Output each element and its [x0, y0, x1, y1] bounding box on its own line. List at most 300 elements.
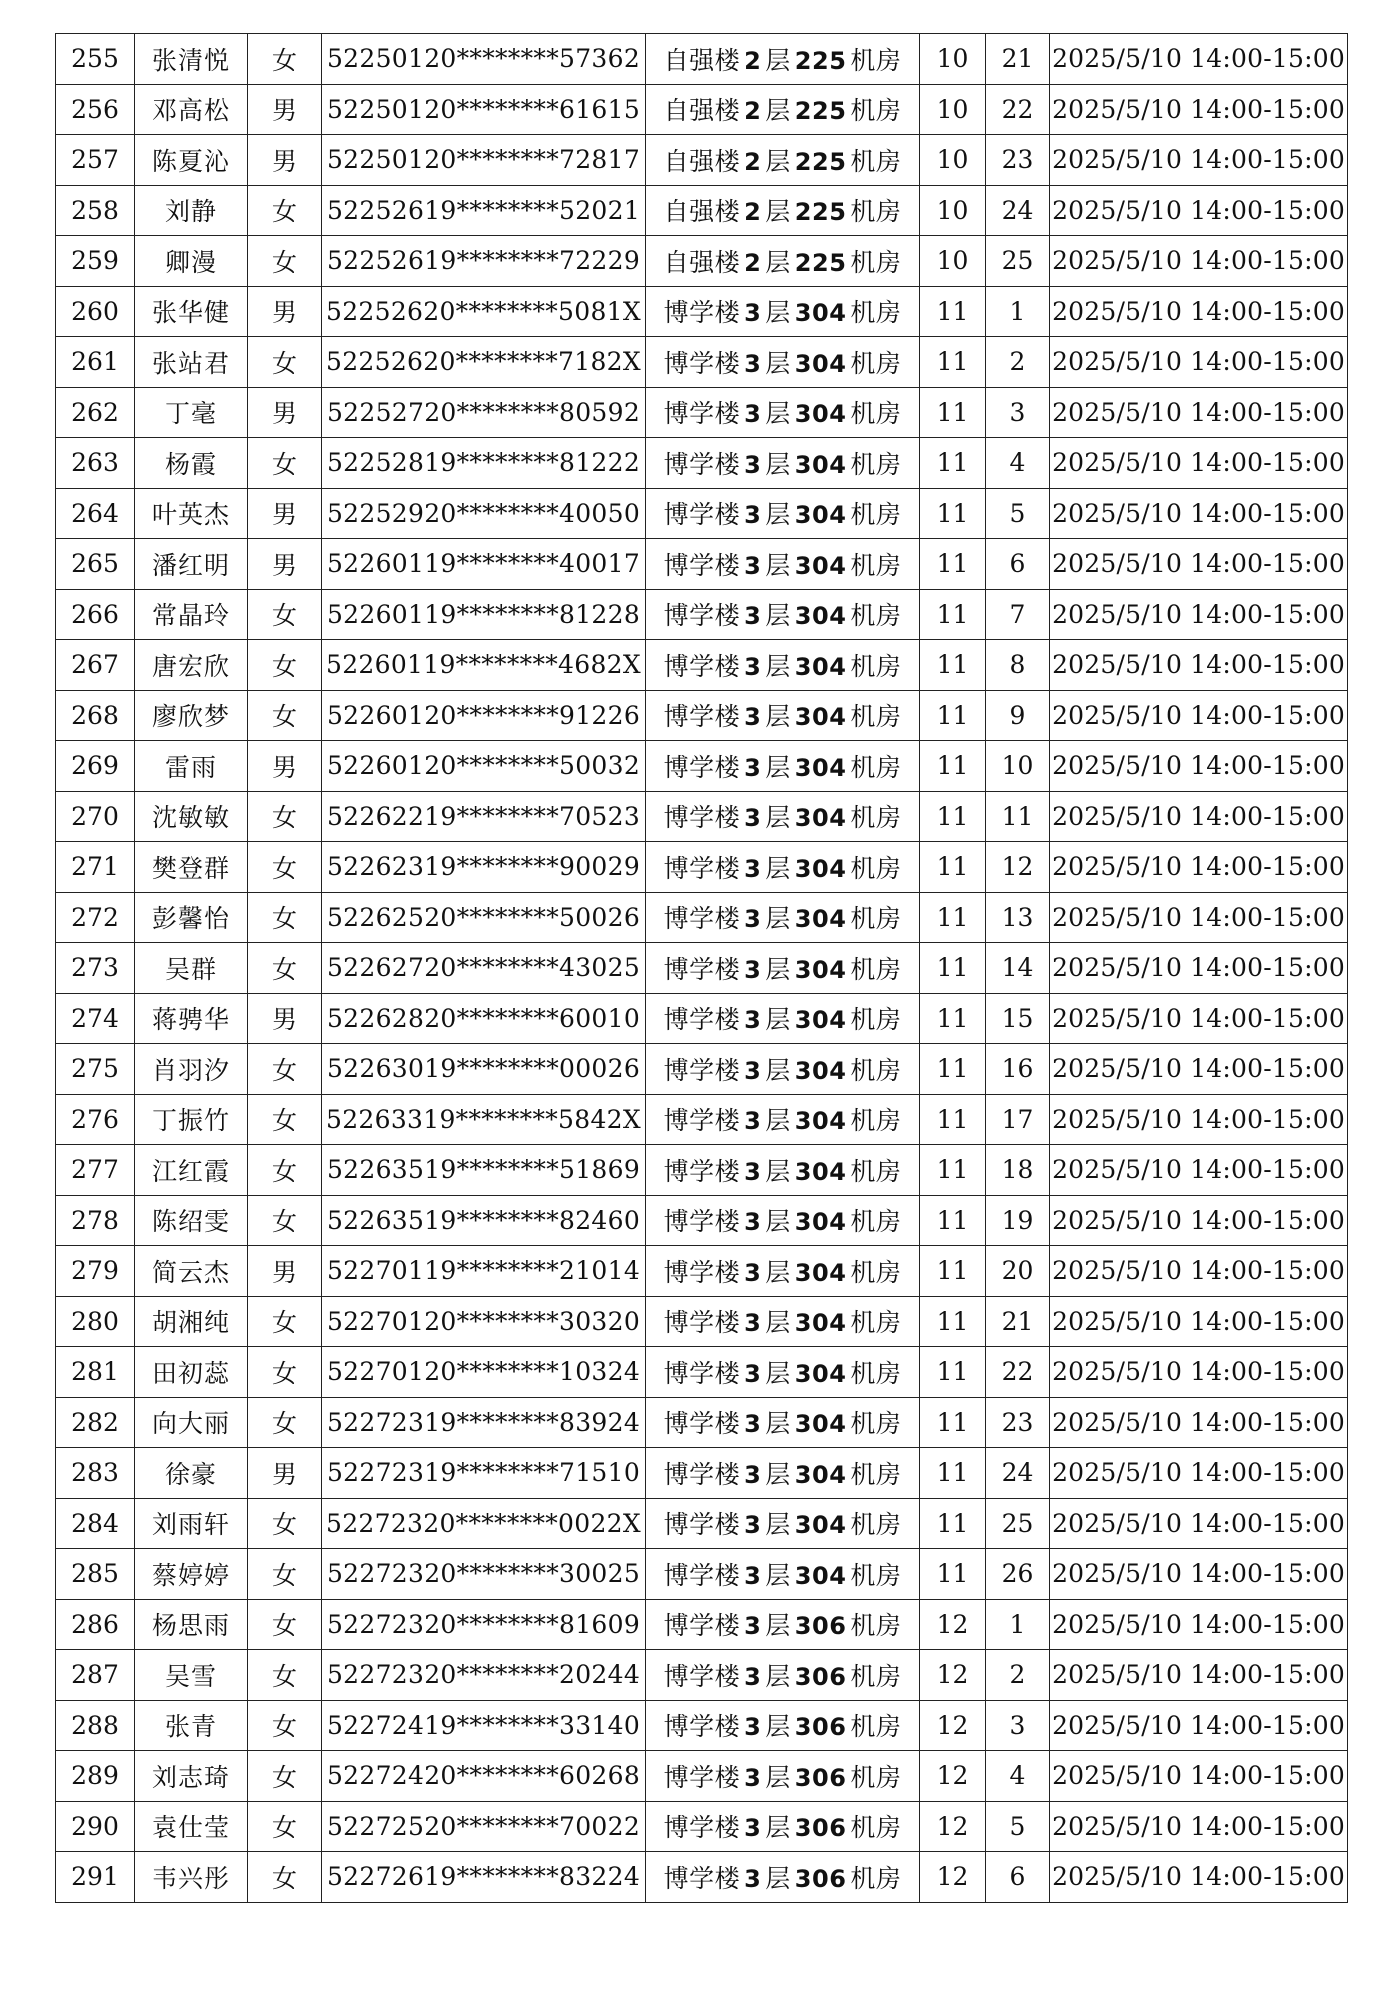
- row-number: 266: [56, 589, 135, 640]
- candidate-id-number: 52252920********40050: [322, 488, 646, 539]
- row-number: 280: [56, 1296, 135, 1347]
- candidate-gender: 女: [248, 1296, 322, 1347]
- exam-time: 2025/5/10 14:00-15:00: [1050, 1599, 1348, 1650]
- floor-unit: 层: [765, 1409, 791, 1439]
- exam-location: [646, 1498, 920, 1549]
- candidate-id-number: 52270120********30320: [322, 1296, 646, 1347]
- candidate-gender: 女: [248, 842, 322, 893]
- room-number: 304: [794, 400, 847, 429]
- seat-number: 4: [986, 1751, 1050, 1802]
- building-name: 博学楼: [663, 752, 741, 782]
- exam-time: 2025/5/10 14:00-15:00: [1050, 135, 1348, 186]
- room-suffix: 机房: [850, 1510, 902, 1540]
- exam-time: 2025/5/10 14:00-15:00: [1050, 488, 1348, 539]
- row-number: 265: [56, 539, 135, 590]
- building-name: 博学楼: [663, 550, 741, 580]
- room-suffix: 机房: [850, 1055, 902, 1085]
- candidate-id-number: 52263019********00026: [322, 1044, 646, 1095]
- floor-number: 2: [744, 147, 762, 176]
- candidate-name: 刘志琦: [135, 1751, 248, 1802]
- exam-location: [646, 135, 920, 186]
- exam-location: [646, 539, 920, 590]
- candidate-gender: 女: [248, 1347, 322, 1398]
- candidate-id-number: 52260120********91226: [322, 690, 646, 741]
- exam-room-number: 12: [920, 1599, 986, 1650]
- building-name: 博学楼: [663, 1308, 741, 1338]
- candidate-id-number: 52262720********43025: [322, 943, 646, 994]
- candidate-id-number: 52250120********72817: [322, 135, 646, 186]
- room-number: 304: [794, 652, 847, 681]
- candidate-name: 唐宏欣: [135, 640, 248, 691]
- seat-number: 13: [986, 892, 1050, 943]
- room-number: 304: [794, 1208, 847, 1237]
- candidate-gender: 男: [248, 741, 322, 792]
- candidate-gender: 女: [248, 1751, 322, 1802]
- candidate-name: 丁毫: [135, 387, 248, 438]
- row-number: 289: [56, 1751, 135, 1802]
- candidate-name: 肖羽汐: [135, 1044, 248, 1095]
- row-number: 279: [56, 1246, 135, 1297]
- table-row: [56, 1498, 1348, 1549]
- room-number: 225: [794, 198, 847, 227]
- floor-unit: 层: [765, 197, 791, 227]
- exam-time: 2025/5/10 14:00-15:00: [1050, 741, 1348, 792]
- candidate-id-number: 52263519********51869: [322, 1145, 646, 1196]
- row-number: 274: [56, 993, 135, 1044]
- floor-number: 3: [744, 703, 762, 732]
- room-suffix: 机房: [850, 197, 902, 227]
- exam-location: [646, 34, 920, 85]
- seat-number: 4: [986, 438, 1050, 489]
- candidate-name: 吴群: [135, 943, 248, 994]
- table-row: [56, 236, 1348, 287]
- exam-location: [646, 842, 920, 893]
- exam-time: 2025/5/10 14:00-15:00: [1050, 1397, 1348, 1448]
- table-row: [56, 1751, 1348, 1802]
- floor-unit: 层: [765, 1712, 791, 1742]
- room-number: 304: [794, 551, 847, 580]
- candidate-name: 蔡婷婷: [135, 1549, 248, 1600]
- exam-time: 2025/5/10 14:00-15:00: [1050, 1498, 1348, 1549]
- building-name: 博学楼: [663, 702, 741, 732]
- table-row: [56, 1801, 1348, 1852]
- table-row: [56, 135, 1348, 186]
- exam-location: [646, 1852, 920, 1903]
- exam-location: [646, 1751, 920, 1802]
- seat-number: 10: [986, 741, 1050, 792]
- exam-room-number: 11: [920, 690, 986, 741]
- candidate-gender: 女: [248, 1498, 322, 1549]
- table-row: [56, 488, 1348, 539]
- seat-number: 17: [986, 1094, 1050, 1145]
- seat-number: 15: [986, 993, 1050, 1044]
- floor-number: 3: [744, 299, 762, 328]
- candidate-gender: 女: [248, 185, 322, 236]
- exam-time: 2025/5/10 14:00-15:00: [1050, 589, 1348, 640]
- floor-unit: 层: [765, 1459, 791, 1489]
- room-number: 304: [794, 1157, 847, 1186]
- room-suffix: 机房: [850, 1611, 902, 1641]
- candidate-gender: 女: [248, 892, 322, 943]
- room-suffix: 机房: [850, 954, 902, 984]
- candidate-gender: 男: [248, 135, 322, 186]
- row-number: 258: [56, 185, 135, 236]
- exam-time: 2025/5/10 14:00-15:00: [1050, 1195, 1348, 1246]
- seat-number: 24: [986, 185, 1050, 236]
- room-suffix: 机房: [850, 399, 902, 429]
- candidate-id-number: 52272320********20244: [322, 1650, 646, 1701]
- exam-room-number: 11: [920, 1195, 986, 1246]
- building-name: 博学楼: [663, 1661, 741, 1691]
- exam-location: [646, 337, 920, 388]
- row-number: 286: [56, 1599, 135, 1650]
- building-name: 博学楼: [663, 298, 741, 328]
- seat-number: 24: [986, 1448, 1050, 1499]
- exam-room-number: 11: [920, 488, 986, 539]
- exam-time: 2025/5/10 14:00-15:00: [1050, 1650, 1348, 1701]
- building-name: 博学楼: [663, 601, 741, 631]
- candidate-gender: 女: [248, 640, 322, 691]
- room-number: 304: [794, 501, 847, 530]
- floor-number: 3: [744, 450, 762, 479]
- exam-time: 2025/5/10 14:00-15:00: [1050, 791, 1348, 842]
- table-row: [56, 1145, 1348, 1196]
- exam-room-number: 11: [920, 993, 986, 1044]
- exam-time: 2025/5/10 14:00-15:00: [1050, 842, 1348, 893]
- floor-unit: 层: [765, 1308, 791, 1338]
- candidate-name: 刘雨轩: [135, 1498, 248, 1549]
- seat-number: 2: [986, 1650, 1050, 1701]
- candidate-gender: 女: [248, 1801, 322, 1852]
- seat-number: 5: [986, 488, 1050, 539]
- row-number: 259: [56, 236, 135, 287]
- row-number: 260: [56, 286, 135, 337]
- candidate-id-number: 52252619********52021: [322, 185, 646, 236]
- exam-room-number: 11: [920, 943, 986, 994]
- exam-location: [646, 943, 920, 994]
- exam-location: [646, 589, 920, 640]
- exam-location: [646, 741, 920, 792]
- exam-time: 2025/5/10 14:00-15:00: [1050, 34, 1348, 85]
- seat-number: 21: [986, 1296, 1050, 1347]
- row-number: 291: [56, 1852, 135, 1903]
- floor-number: 3: [744, 854, 762, 883]
- exam-time: 2025/5/10 14:00-15:00: [1050, 337, 1348, 388]
- room-suffix: 机房: [850, 1308, 902, 1338]
- exam-location: [646, 1044, 920, 1095]
- room-number: 304: [794, 299, 847, 328]
- row-number: 255: [56, 34, 135, 85]
- floor-number: 3: [744, 652, 762, 681]
- row-number: 257: [56, 135, 135, 186]
- candidate-id-number: 52260119********40017: [322, 539, 646, 590]
- exam-room-number: 11: [920, 387, 986, 438]
- room-number: 304: [794, 804, 847, 833]
- table-row: [56, 1044, 1348, 1095]
- room-suffix: 机房: [850, 45, 902, 75]
- floor-unit: 层: [765, 1358, 791, 1388]
- candidate-id-number: 52260119********4682X: [322, 640, 646, 691]
- row-number: 288: [56, 1700, 135, 1751]
- floor-unit: 层: [765, 601, 791, 631]
- room-suffix: 机房: [850, 298, 902, 328]
- exam-time: 2025/5/10 14:00-15:00: [1050, 1246, 1348, 1297]
- exam-location: [646, 1599, 920, 1650]
- seat-number: 5: [986, 1801, 1050, 1852]
- table-row: [56, 690, 1348, 741]
- floor-number: 3: [744, 1157, 762, 1186]
- row-number: 287: [56, 1650, 135, 1701]
- candidate-gender: 男: [248, 539, 322, 590]
- candidate-gender: 女: [248, 589, 322, 640]
- exam-time: 2025/5/10 14:00-15:00: [1050, 1296, 1348, 1347]
- candidate-name: 丁振竹: [135, 1094, 248, 1145]
- building-name: 博学楼: [663, 1712, 741, 1742]
- room-suffix: 机房: [850, 1712, 902, 1742]
- room-number: 304: [794, 703, 847, 732]
- floor-number: 3: [744, 1864, 762, 1893]
- table-row: [56, 1296, 1348, 1347]
- floor-unit: 层: [765, 1207, 791, 1237]
- candidate-gender: 男: [248, 387, 322, 438]
- candidate-id-number: 52272320********0022X: [322, 1498, 646, 1549]
- room-number: 306: [794, 1713, 847, 1742]
- exam-room-number: 11: [920, 337, 986, 388]
- room-number: 304: [794, 905, 847, 934]
- candidate-name: 樊登群: [135, 842, 248, 893]
- row-number: 264: [56, 488, 135, 539]
- candidate-gender: 女: [248, 1650, 322, 1701]
- table-row: [56, 741, 1348, 792]
- row-number: 270: [56, 791, 135, 842]
- exam-time: 2025/5/10 14:00-15:00: [1050, 387, 1348, 438]
- seat-number: 3: [986, 1700, 1050, 1751]
- floor-unit: 层: [765, 1106, 791, 1136]
- candidate-name: 田初蕊: [135, 1347, 248, 1398]
- exam-location: [646, 1549, 920, 1600]
- floor-number: 3: [744, 1309, 762, 1338]
- table-row: [56, 1246, 1348, 1297]
- floor-number: 3: [744, 1713, 762, 1742]
- table-row: [56, 539, 1348, 590]
- floor-number: 3: [744, 1612, 762, 1641]
- building-name: 博学楼: [663, 1409, 741, 1439]
- room-suffix: 机房: [850, 1409, 902, 1439]
- floor-unit: 层: [765, 298, 791, 328]
- exam-room-number: 11: [920, 1347, 986, 1398]
- seat-number: 2: [986, 337, 1050, 388]
- exam-time: 2025/5/10 14:00-15:00: [1050, 1094, 1348, 1145]
- candidate-name: 胡湘纯: [135, 1296, 248, 1347]
- row-number: 285: [56, 1549, 135, 1600]
- exam-room-number: 11: [920, 791, 986, 842]
- exam-location: [646, 438, 920, 489]
- seat-number: 19: [986, 1195, 1050, 1246]
- table-row: [56, 842, 1348, 893]
- room-number: 304: [794, 1056, 847, 1085]
- exam-room-number: 12: [920, 1801, 986, 1852]
- room-suffix: 机房: [850, 1459, 902, 1489]
- floor-number: 3: [744, 955, 762, 984]
- room-number: 304: [794, 1410, 847, 1439]
- building-name: 博学楼: [663, 1156, 741, 1186]
- exam-room-number: 12: [920, 1852, 986, 1903]
- seat-number: 21: [986, 34, 1050, 85]
- candidate-name: 江红霞: [135, 1145, 248, 1196]
- table-row: [56, 791, 1348, 842]
- candidate-id-number: 52263519********82460: [322, 1195, 646, 1246]
- candidate-name: 袁仕莹: [135, 1801, 248, 1852]
- row-number: 283: [56, 1448, 135, 1499]
- seat-number: 20: [986, 1246, 1050, 1297]
- candidate-id-number: 52262820********60010: [322, 993, 646, 1044]
- exam-room-number: 11: [920, 640, 986, 691]
- room-suffix: 机房: [850, 752, 902, 782]
- exam-time: 2025/5/10 14:00-15:00: [1050, 1145, 1348, 1196]
- exam-time: 2025/5/10 14:00-15:00: [1050, 993, 1348, 1044]
- table-row: [56, 640, 1348, 691]
- exam-time: 2025/5/10 14:00-15:00: [1050, 185, 1348, 236]
- exam-room-number: 11: [920, 1397, 986, 1448]
- table-row: [56, 1397, 1348, 1448]
- row-number: 281: [56, 1347, 135, 1398]
- candidate-name: 张青: [135, 1700, 248, 1751]
- seat-number: 23: [986, 1397, 1050, 1448]
- exam-room-number: 11: [920, 1246, 986, 1297]
- floor-number: 3: [744, 400, 762, 429]
- room-number: 306: [794, 1662, 847, 1691]
- seat-number: 25: [986, 236, 1050, 287]
- exam-room-number: 11: [920, 1094, 986, 1145]
- floor-unit: 层: [765, 904, 791, 934]
- floor-unit: 层: [765, 449, 791, 479]
- exam-room-number: 11: [920, 1145, 986, 1196]
- exam-location: [646, 791, 920, 842]
- candidate-name: 陈夏沁: [135, 135, 248, 186]
- row-number: 278: [56, 1195, 135, 1246]
- candidate-gender: 女: [248, 1397, 322, 1448]
- room-number: 306: [794, 1864, 847, 1893]
- candidate-name: 常晶玲: [135, 589, 248, 640]
- seat-number: 8: [986, 640, 1050, 691]
- room-suffix: 机房: [850, 1156, 902, 1186]
- room-number: 304: [794, 1006, 847, 1035]
- floor-unit: 层: [765, 45, 791, 75]
- table-row: [56, 1347, 1348, 1398]
- floor-number: 3: [744, 1814, 762, 1843]
- building-name: 博学楼: [663, 500, 741, 530]
- building-name: 博学楼: [663, 1005, 741, 1035]
- candidate-id-number: 52263319********5842X: [322, 1094, 646, 1145]
- seat-number: 6: [986, 539, 1050, 590]
- room-suffix: 机房: [850, 1813, 902, 1843]
- row-number: 282: [56, 1397, 135, 1448]
- floor-number: 3: [744, 1258, 762, 1287]
- floor-unit: 层: [765, 399, 791, 429]
- room-suffix: 机房: [850, 904, 902, 934]
- building-name: 博学楼: [663, 1207, 741, 1237]
- candidate-gender: 女: [248, 236, 322, 287]
- floor-number: 3: [744, 905, 762, 934]
- building-name: 博学楼: [663, 1459, 741, 1489]
- row-number: 276: [56, 1094, 135, 1145]
- exam-location: [646, 488, 920, 539]
- candidate-name: 徐豪: [135, 1448, 248, 1499]
- table-row: [56, 1700, 1348, 1751]
- room-suffix: 机房: [850, 1358, 902, 1388]
- floor-number: 3: [744, 602, 762, 631]
- floor-number: 3: [744, 501, 762, 530]
- exam-room-number: 11: [920, 438, 986, 489]
- table-row: [56, 1599, 1348, 1650]
- floor-unit: 层: [765, 1560, 791, 1590]
- building-name: 自强楼: [663, 197, 741, 227]
- room-number: 304: [794, 1561, 847, 1590]
- room-suffix: 机房: [850, 1762, 902, 1792]
- seat-number: 1: [986, 1599, 1050, 1650]
- exam-location: [646, 640, 920, 691]
- seat-number: 12: [986, 842, 1050, 893]
- floor-unit: 层: [765, 1005, 791, 1035]
- row-number: 262: [56, 387, 135, 438]
- candidate-gender: 女: [248, 1094, 322, 1145]
- exam-location: [646, 1145, 920, 1196]
- floor-unit: 层: [765, 803, 791, 833]
- table-row: [56, 84, 1348, 135]
- floor-unit: 层: [765, 348, 791, 378]
- room-number: 304: [794, 1107, 847, 1136]
- exam-time: 2025/5/10 14:00-15:00: [1050, 1700, 1348, 1751]
- exam-time: 2025/5/10 14:00-15:00: [1050, 1801, 1348, 1852]
- floor-number: 3: [744, 1460, 762, 1489]
- floor-unit: 层: [765, 1863, 791, 1893]
- room-number: 304: [794, 602, 847, 631]
- candidate-name: 张华健: [135, 286, 248, 337]
- candidate-id-number: 52270119********21014: [322, 1246, 646, 1297]
- table-row: [56, 286, 1348, 337]
- room-number: 304: [794, 854, 847, 883]
- candidate-id-number: 52252720********80592: [322, 387, 646, 438]
- candidate-gender: 男: [248, 993, 322, 1044]
- seat-number: 23: [986, 135, 1050, 186]
- building-name: 博学楼: [663, 1510, 741, 1540]
- candidate-name: 韦兴彤: [135, 1852, 248, 1903]
- building-name: 自强楼: [663, 247, 741, 277]
- floor-unit: 层: [765, 1055, 791, 1085]
- room-number: 304: [794, 1460, 847, 1489]
- candidate-name: 雷雨: [135, 741, 248, 792]
- seat-number: 1: [986, 286, 1050, 337]
- candidate-name: 刘静: [135, 185, 248, 236]
- exam-room-number: 10: [920, 236, 986, 287]
- candidate-id-number: 52260120********50032: [322, 741, 646, 792]
- candidate-gender: 女: [248, 1599, 322, 1650]
- candidate-name: 简云杰: [135, 1246, 248, 1297]
- exam-room-number: 11: [920, 1549, 986, 1600]
- floor-unit: 层: [765, 500, 791, 530]
- row-number: 261: [56, 337, 135, 388]
- exam-room-number: 11: [920, 1498, 986, 1549]
- room-number: 304: [794, 955, 847, 984]
- building-name: 博学楼: [663, 399, 741, 429]
- room-number: 306: [794, 1763, 847, 1792]
- candidate-name: 彭馨怡: [135, 892, 248, 943]
- room-suffix: 机房: [850, 601, 902, 631]
- exam-location: [646, 1347, 920, 1398]
- building-name: 博学楼: [663, 1257, 741, 1287]
- building-name: 自强楼: [663, 96, 741, 126]
- candidate-name: 廖欣梦: [135, 690, 248, 741]
